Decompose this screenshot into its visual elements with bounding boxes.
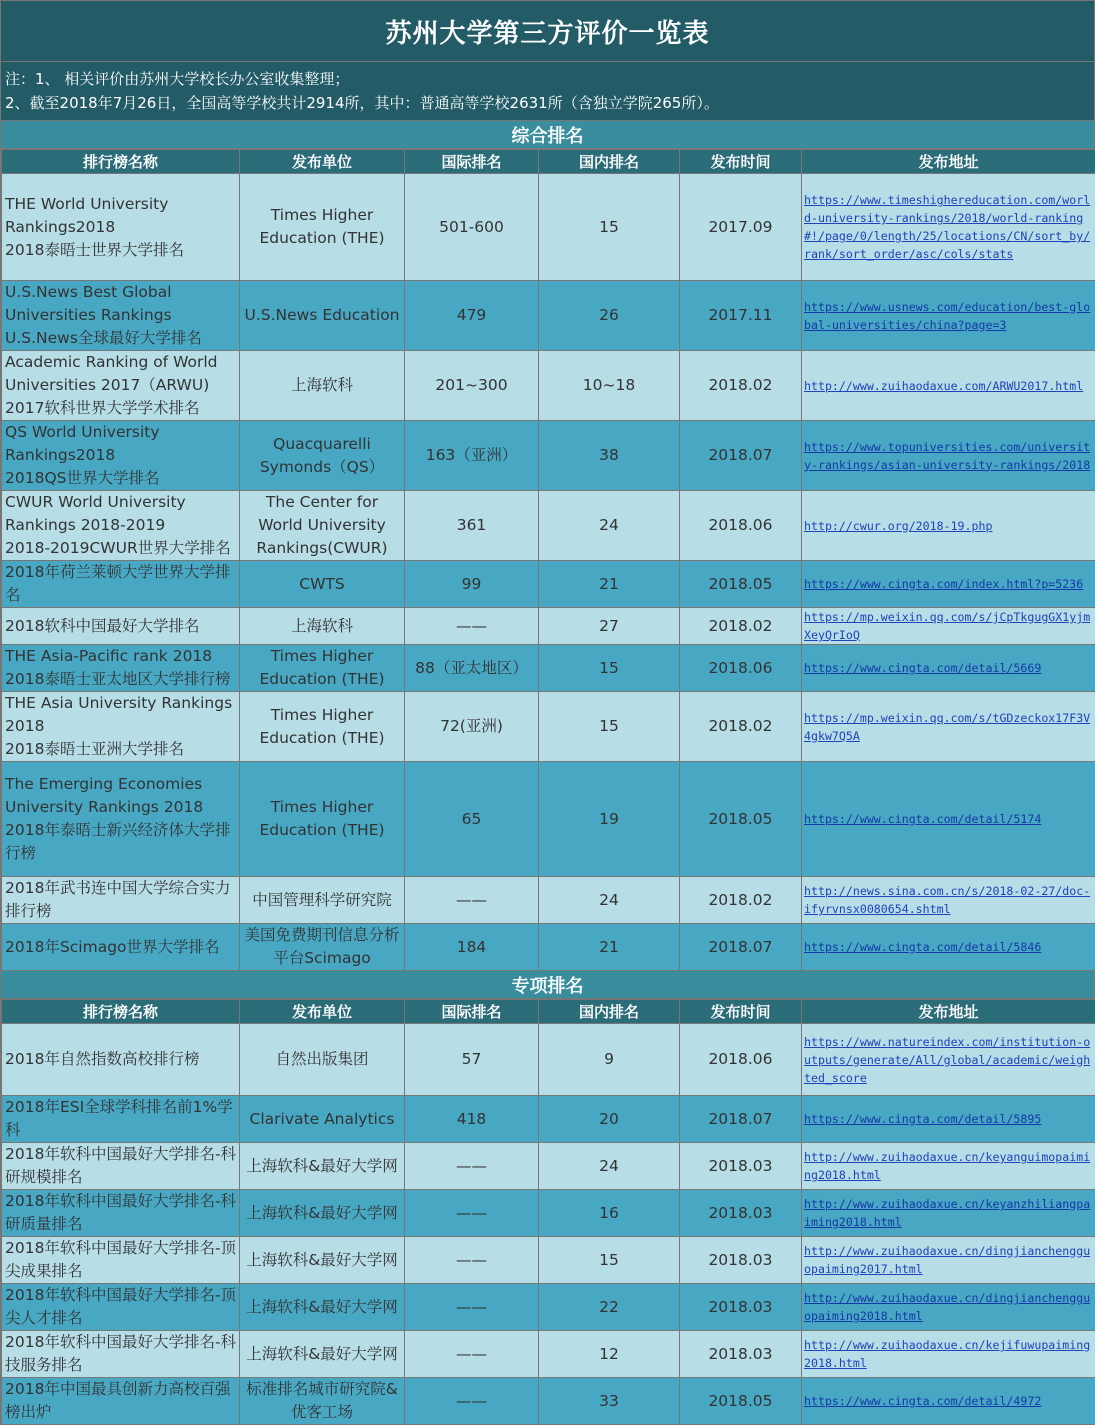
ranking-name-line: 2018 — [5, 715, 237, 738]
publisher-line: 上海软科&最好大学网 — [240, 1155, 404, 1178]
table-row — [2, 1331, 1095, 1378]
source-link[interactable]: http://www.zuihaodaxue.com/ARWU2017.html — [804, 379, 1083, 393]
domestic-rank-cell: 24 — [539, 1143, 680, 1190]
table-row — [2, 281, 1095, 351]
ranking-name-line: The Emerging Economies — [5, 773, 237, 796]
publisher-line: 上海软科 — [240, 374, 404, 397]
table-row — [2, 561, 1095, 608]
ranking-name-line: Rankings2018 — [5, 444, 237, 467]
source-link[interactable]: https://www.cingta.com/detail/5174 — [804, 812, 1041, 826]
table-row — [2, 762, 1095, 877]
column-header: 发布单位 — [240, 150, 405, 174]
column-header: 国内排名 — [539, 1000, 680, 1024]
international-rank-cell: 361 — [405, 491, 539, 561]
column-header: 发布时间 — [680, 150, 802, 174]
ranking-name-cell — [2, 692, 240, 762]
domestic-rank-cell: 24 — [539, 491, 680, 561]
source-link[interactable]: https://mp.weixin.qq.com/s/tGDzeckox17F3V4gkw7Q5A — [804, 711, 1090, 743]
publisher-line: 标准排名城市研究院&优客工场 — [240, 1378, 404, 1424]
publish-date-cell: 2018.02 — [680, 351, 802, 421]
publisher-line: Education (THE) — [240, 668, 404, 691]
source-link[interactable]: https://www.topuniversities.com/university-rankings/asian-university-rankings/2018 — [804, 440, 1090, 472]
ranking-name-cell — [2, 1024, 240, 1096]
ranking-name-cell — [2, 1190, 240, 1237]
publish-date-cell: 2018.05 — [680, 561, 802, 608]
international-rank-cell: 88（亚太地区） — [405, 645, 539, 692]
domestic-rank-cell: 16 — [539, 1190, 680, 1237]
publish-date-cell: 2018.02 — [680, 608, 802, 645]
ranking-name-line: 2017软科世界大学学术排名 — [5, 397, 237, 420]
url-cell — [802, 608, 1095, 645]
source-link[interactable]: http://news.sina.com.cn/s/2018-02-27/doc-ifyrvnsx0080654.shtml — [804, 884, 1090, 916]
url-cell — [802, 1284, 1095, 1331]
source-link[interactable]: https://www.cingta.com/detail/5846 — [804, 940, 1041, 954]
international-rank-cell: 184 — [405, 924, 539, 971]
publisher-cell — [240, 645, 405, 692]
source-link[interactable]: https://www.cingta.com/detail/4972 — [804, 1394, 1041, 1408]
column-header: 国际排名 — [405, 1000, 539, 1024]
table-row — [2, 1096, 1095, 1143]
column-header: 发布单位 — [240, 1000, 405, 1024]
ranking-name-line: 2018年Scimago世界大学排名 — [5, 936, 237, 959]
column-header: 排行榜名称 — [2, 150, 240, 174]
publisher-line: 上海软科&最好大学网 — [240, 1249, 404, 1272]
publish-date-cell: 2018.07 — [680, 924, 802, 971]
ranking-name-line: Universities 2017（ARWU) — [5, 374, 237, 397]
source-link[interactable]: http://www.zuihaodaxue.cn/dingjianchengguopaiming2018.html — [804, 1291, 1090, 1323]
international-rank-cell: —— — [405, 1331, 539, 1378]
publisher-cell — [240, 924, 405, 971]
url-cell — [802, 421, 1095, 491]
ranking-table-comprehensive — [1, 149, 1095, 971]
publisher-line: Times Higher — [240, 704, 404, 727]
table-row — [2, 1143, 1095, 1190]
publisher-line: Clarivate Analytics — [240, 1108, 404, 1131]
page-title: 苏州大学第三方评价一览表 — [1, 1, 1095, 62]
ranking-name-line: 2018年软科中国最好大学排名-顶尖成果排名 — [5, 1237, 237, 1283]
ranking-name-cell — [2, 1237, 240, 1284]
ranking-name-line: 2018年武书连中国大学综合实力排行榜 — [5, 877, 237, 923]
section-title-special: 专项排名 — [1, 971, 1095, 999]
table-row — [2, 608, 1095, 645]
publish-date-cell: 2018.07 — [680, 421, 802, 491]
ranking-name-line: 2018泰晤士亚洲大学排名 — [5, 738, 237, 761]
url-cell — [802, 692, 1095, 762]
international-rank-cell: 479 — [405, 281, 539, 351]
publisher-line: Education (THE) — [240, 819, 404, 842]
url-cell — [802, 762, 1095, 877]
international-rank-cell: 163（亚洲） — [405, 421, 539, 491]
ranking-name-cell — [2, 281, 240, 351]
international-rank-cell: —— — [405, 1190, 539, 1237]
publish-date-cell: 2017.11 — [680, 281, 802, 351]
column-header: 发布地址 — [802, 1000, 1095, 1024]
note-line-2: 2、截至2018年7月26日，全国高等学校共计2914所，其中：普通高等学校2631所（含独立学院265所）。 — [5, 91, 1090, 115]
column-header: 发布地址 — [802, 150, 1095, 174]
ranking-name-line: Rankings2018 — [5, 216, 237, 239]
domestic-rank-cell: 21 — [539, 924, 680, 971]
international-rank-cell: —— — [405, 1284, 539, 1331]
source-link[interactable]: http://www.zuihaodaxue.cn/keyanguimopaiming2018.html — [804, 1150, 1090, 1182]
table-header-row — [2, 150, 1095, 174]
ranking-name-line: U.S.News全球最好大学排名 — [5, 327, 237, 350]
publish-date-cell: 2018.02 — [680, 877, 802, 924]
publisher-cell — [240, 421, 405, 491]
table-row — [2, 421, 1095, 491]
publish-date-cell: 2018.06 — [680, 1024, 802, 1096]
ranking-table-special — [1, 999, 1095, 1425]
publisher-cell — [240, 491, 405, 561]
source-link[interactable]: http://www.zuihaodaxue.cn/keyanzhiliangpaiming2018.html — [804, 1197, 1090, 1229]
source-link[interactable]: https://www.cingta.com/detail/5669 — [804, 661, 1041, 675]
publisher-line: 上海软科 — [240, 615, 404, 638]
publisher-line: Education (THE) — [240, 227, 404, 250]
table-row — [2, 1378, 1095, 1425]
publisher-cell — [240, 1284, 405, 1331]
column-header: 发布时间 — [680, 1000, 802, 1024]
domestic-rank-cell: 33 — [539, 1378, 680, 1425]
publisher-line: 上海软科&最好大学网 — [240, 1343, 404, 1366]
publish-date-cell: 2018.06 — [680, 645, 802, 692]
table-row — [2, 877, 1095, 924]
publisher-line: Quacquarelli — [240, 433, 404, 456]
international-rank-cell: 72(亚洲) — [405, 692, 539, 762]
ranking-name-cell — [2, 351, 240, 421]
publish-date-cell: 2018.03 — [680, 1331, 802, 1378]
source-link[interactable]: https://www.cingta.com/detail/5895 — [804, 1112, 1041, 1126]
source-link[interactable]: https://www.timeshighereducation.com/world-university-rankings/2018/world-ranking#!/page/0/length/25/locations/CN/sort_by/rank/sort_order/asc/cols/stats — [804, 193, 1090, 261]
url-cell — [802, 1024, 1095, 1096]
note-line-1: 注：1、 相关评价由苏州大学校长办公室收集整理； — [5, 67, 1090, 91]
table-row — [2, 1237, 1095, 1284]
publish-date-cell: 2018.03 — [680, 1143, 802, 1190]
publish-date-cell: 2018.05 — [680, 1378, 802, 1425]
ranking-name-cell — [2, 1331, 240, 1378]
ranking-name-line: THE Asia University Rankings — [5, 692, 237, 715]
table-row — [2, 1024, 1095, 1096]
ranking-name-cell — [2, 1096, 240, 1143]
ranking-name-cell — [2, 1143, 240, 1190]
table-row — [2, 491, 1095, 561]
ranking-name-cell — [2, 1378, 240, 1425]
ranking-name-line: CWUR World University — [5, 491, 237, 514]
ranking-name-cell — [2, 645, 240, 692]
domestic-rank-cell: 15 — [539, 174, 680, 281]
publish-date-cell: 2018.02 — [680, 692, 802, 762]
publisher-line: Times Higher — [240, 645, 404, 668]
ranking-name-cell — [2, 924, 240, 971]
publisher-cell — [240, 1024, 405, 1096]
publish-date-cell: 2017.09 — [680, 174, 802, 281]
ranking-name-line: U.S.News Best Global — [5, 281, 237, 304]
table-row — [2, 174, 1095, 281]
publisher-cell — [240, 1096, 405, 1143]
publisher-cell — [240, 281, 405, 351]
ranking-name-line: 2018年荷兰莱顿大学世界大学排名 — [5, 561, 237, 607]
table-row — [2, 1190, 1095, 1237]
publisher-cell — [240, 351, 405, 421]
international-rank-cell: 99 — [405, 561, 539, 608]
ranking-name-cell — [2, 174, 240, 281]
ranking-name-line: 2018年软科中国最好大学排名-科研质量排名 — [5, 1190, 237, 1236]
ranking-name-line: 2018年自然指数高校排行榜 — [5, 1048, 237, 1071]
ranking-name-line: Academic Ranking of World — [5, 351, 237, 374]
table-row — [2, 1284, 1095, 1331]
url-cell — [802, 1190, 1095, 1237]
ranking-name-cell — [2, 561, 240, 608]
publisher-cell — [240, 1190, 405, 1237]
international-rank-cell: —— — [405, 1378, 539, 1425]
ranking-name-line: QS World University — [5, 421, 237, 444]
publisher-line: Symonds（QS） — [240, 456, 404, 479]
ranking-name-cell — [2, 421, 240, 491]
international-rank-cell: 201~300 — [405, 351, 539, 421]
source-link[interactable]: http://cwur.org/2018-19.php — [804, 519, 992, 533]
section-title-comprehensive: 综合排名 — [1, 121, 1095, 149]
publisher-line: Times Higher — [240, 204, 404, 227]
domestic-rank-cell: 21 — [539, 561, 680, 608]
url-cell — [802, 561, 1095, 608]
source-link[interactable]: https://www.cingta.com/index.html?p=5236 — [804, 577, 1083, 591]
publisher-cell — [240, 1143, 405, 1190]
publisher-cell — [240, 877, 405, 924]
publisher-cell — [240, 1237, 405, 1284]
publisher-cell — [240, 762, 405, 877]
url-cell — [802, 1378, 1095, 1425]
publisher-line: 美国免费期刊信息分析平台Scimago — [240, 924, 404, 970]
column-header: 排行榜名称 — [2, 1000, 240, 1024]
ranking-name-cell — [2, 877, 240, 924]
publisher-cell — [240, 1331, 405, 1378]
publisher-line: World University — [240, 514, 404, 537]
ranking-name-line: 2018年中国最具创新力高校百强榜出炉 — [5, 1378, 237, 1424]
column-header: 国际排名 — [405, 150, 539, 174]
table-row — [2, 645, 1095, 692]
ranking-name-line: THE World University — [5, 193, 237, 216]
publisher-line: 自然出版集团 — [240, 1048, 404, 1071]
ranking-name-cell — [2, 1284, 240, 1331]
publisher-cell — [240, 608, 405, 645]
international-rank-cell: 65 — [405, 762, 539, 877]
url-cell — [802, 877, 1095, 924]
publisher-line: The Center for — [240, 491, 404, 514]
source-link[interactable]: https://mp.weixin.qq.com/s/jCpTkgugGX1yjmXeyQrIoQ — [804, 610, 1090, 642]
ranking-name-line: University Rankings 2018 — [5, 796, 237, 819]
domestic-rank-cell: 24 — [539, 877, 680, 924]
ranking-name-line: 2018年泰晤士新兴经济体大学排行榜 — [5, 819, 237, 865]
international-rank-cell: 57 — [405, 1024, 539, 1096]
ranking-name-cell — [2, 608, 240, 645]
table-row — [2, 692, 1095, 762]
international-rank-cell: —— — [405, 1237, 539, 1284]
publish-date-cell: 2018.06 — [680, 491, 802, 561]
ranking-name-line: 2018泰晤士亚太地区大学排行榜 — [5, 668, 237, 691]
url-cell — [802, 645, 1095, 692]
international-rank-cell: —— — [405, 877, 539, 924]
domestic-rank-cell: 22 — [539, 1284, 680, 1331]
ranking-name-line: 2018年软科中国最好大学排名-科研规模排名 — [5, 1143, 237, 1189]
publisher-cell — [240, 692, 405, 762]
table-row — [2, 351, 1095, 421]
international-rank-cell: —— — [405, 608, 539, 645]
url-cell — [802, 281, 1095, 351]
notes-block — [1, 62, 1095, 121]
international-rank-cell: 501-600 — [405, 174, 539, 281]
domestic-rank-cell: 27 — [539, 608, 680, 645]
publish-date-cell: 2018.03 — [680, 1237, 802, 1284]
table-header-row — [2, 1000, 1095, 1024]
publisher-line: Education (THE) — [240, 727, 404, 750]
url-cell — [802, 351, 1095, 421]
publisher-cell — [240, 174, 405, 281]
international-rank-cell: —— — [405, 1143, 539, 1190]
domestic-rank-cell: 38 — [539, 421, 680, 491]
domestic-rank-cell: 20 — [539, 1096, 680, 1143]
publish-date-cell: 2018.07 — [680, 1096, 802, 1143]
publisher-line: Rankings(CWUR) — [240, 537, 404, 560]
publisher-line: 上海软科&最好大学网 — [240, 1202, 404, 1225]
publisher-cell — [240, 561, 405, 608]
ranking-name-line: 2018年软科中国最好大学排名-顶尖人才排名 — [5, 1284, 237, 1330]
publisher-cell — [240, 1378, 405, 1425]
domestic-rank-cell: 26 — [539, 281, 680, 351]
publisher-line: 上海软科&最好大学网 — [240, 1296, 404, 1319]
sections-container — [1, 121, 1095, 1425]
domestic-rank-cell: 19 — [539, 762, 680, 877]
table-row — [2, 924, 1095, 971]
ranking-name-cell — [2, 491, 240, 561]
domestic-rank-cell: 15 — [539, 645, 680, 692]
ranking-name-cell — [2, 762, 240, 877]
ranking-name-line: THE Asia-Pacific rank 2018 — [5, 645, 237, 668]
domestic-rank-cell: 9 — [539, 1024, 680, 1096]
ranking-name-line: Universities Rankings — [5, 304, 237, 327]
url-cell — [802, 491, 1095, 561]
source-link[interactable]: https://www.usnews.com/education/best-global-universities/china?page=3 — [804, 300, 1090, 332]
ranking-name-line: 2018软科中国最好大学排名 — [5, 615, 237, 638]
ranking-name-line: 2018-2019CWUR世界大学排名 — [5, 537, 237, 560]
url-cell — [802, 1096, 1095, 1143]
publisher-line: Times Higher — [240, 796, 404, 819]
source-link[interactable]: http://www.zuihaodaxue.cn/kejifuwupaiming2018.html — [804, 1338, 1090, 1370]
publisher-line: 中国管理科学研究院 — [240, 889, 404, 912]
url-cell — [802, 1143, 1095, 1190]
url-cell — [802, 1331, 1095, 1378]
source-link[interactable]: https://www.natureindex.com/institution-outputs/generate/All/global/academic/weighted_score — [804, 1035, 1090, 1085]
ranking-name-line: 2018年ESI全球学科排名前1%学科 — [5, 1096, 237, 1142]
ranking-name-line: 2018年软科中国最好大学排名-科技服务排名 — [5, 1331, 237, 1377]
ranking-name-line: 2018QS世界大学排名 — [5, 467, 237, 490]
ranking-name-line: 2018泰晤士世界大学排名 — [5, 239, 237, 262]
publish-date-cell: 2018.03 — [680, 1190, 802, 1237]
publish-date-cell: 2018.03 — [680, 1284, 802, 1331]
publish-date-cell: 2018.05 — [680, 762, 802, 877]
ranking-name-line: Rankings 2018-2019 — [5, 514, 237, 537]
domestic-rank-cell: 10~18 — [539, 351, 680, 421]
domestic-rank-cell: 15 — [539, 692, 680, 762]
domestic-rank-cell: 15 — [539, 1237, 680, 1284]
publisher-line: U.S.News Education — [240, 304, 404, 327]
url-cell — [802, 924, 1095, 971]
url-cell — [802, 1237, 1095, 1284]
international-rank-cell: 418 — [405, 1096, 539, 1143]
column-header: 国内排名 — [539, 150, 680, 174]
url-cell — [802, 174, 1095, 281]
source-link[interactable]: http://www.zuihaodaxue.cn/dingjianchengguopaiming2017.html — [804, 1244, 1090, 1276]
domestic-rank-cell: 12 — [539, 1331, 680, 1378]
publisher-line: CWTS — [240, 573, 404, 596]
